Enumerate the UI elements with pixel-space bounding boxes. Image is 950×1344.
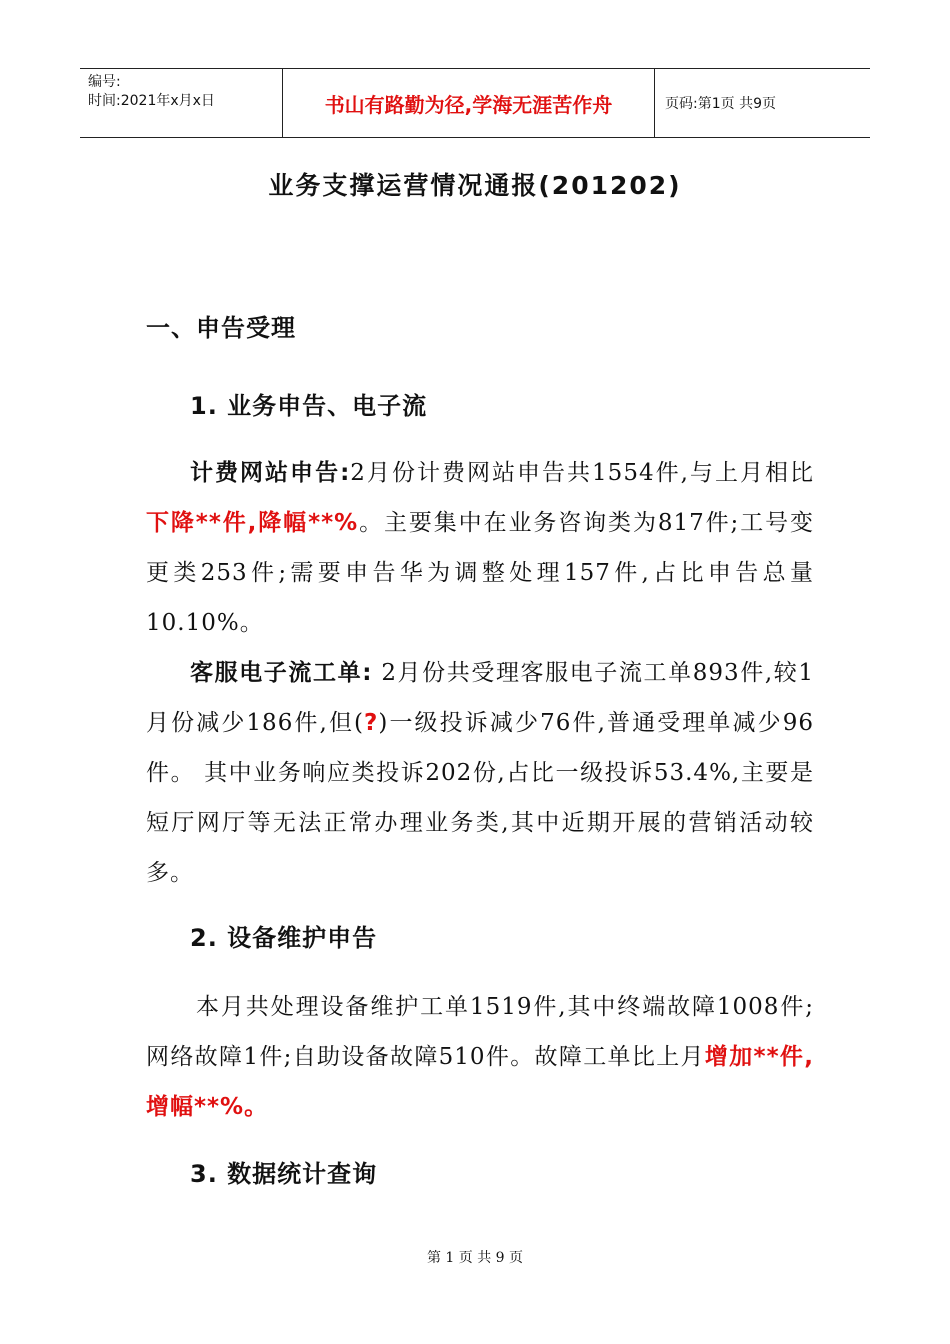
document-header bbox=[80, 68, 870, 138]
paragraph-text: )一级投诉减少76件,普通受理单减少96件。 其中业务响应类投诉202份,占比一级投诉53.4%,主要是短厅网厅等无法正常办理业务类,其中近期开展的营销活动较多。 bbox=[146, 710, 814, 886]
paragraph-lead: 计费网站申告: bbox=[190, 460, 351, 486]
header-meta-cell bbox=[80, 69, 283, 137]
paragraph-text: 2月份计费网站申告共1554件,与上月相比 bbox=[350, 460, 814, 486]
section-heading: 一、申告受理 bbox=[146, 314, 296, 342]
document-title: 业务支撑运营情况通报(201202) bbox=[268, 171, 682, 200]
paragraph-text: 2月份共受理客服电子流工单893件,较1月份减少186件,但( bbox=[146, 660, 814, 736]
highlight-text: 下降**件,降幅**% bbox=[146, 510, 359, 536]
highlight-text: 增加**件,增幅**%。 bbox=[146, 1044, 814, 1120]
paragraph-lead: 客服电子流工单: bbox=[190, 660, 373, 686]
paragraph-service-workorders bbox=[146, 648, 814, 898]
paragraph-text: 本月共处理设备维护工单1519件,其中终端故障1008件;网络故障1件;自助设备故障510件。故障工单比上月 bbox=[146, 994, 814, 1070]
subsection-heading-2: 2. 设备维护申告 bbox=[190, 924, 378, 952]
number-label: 编号: bbox=[88, 74, 121, 90]
subsection-heading-1: 1. 业务申告、电子流 bbox=[190, 392, 428, 420]
header-page-info: 页码:第1页 共9页 bbox=[665, 96, 776, 112]
time-label: 时间:2021年x月x日 bbox=[88, 93, 215, 109]
highlight-text: ? bbox=[364, 710, 379, 736]
page-footer: 第 1 页 共 9 页 bbox=[426, 1250, 524, 1266]
subsection-heading-3: 3. 数据统计查询 bbox=[190, 1160, 378, 1188]
paragraph-billing-site bbox=[146, 448, 814, 648]
paragraph-text: 。主要集中在业务咨询类为817件;工号变更类253件;需要申告华为调整处理157件,占比申告总量10.10%。 bbox=[146, 510, 814, 636]
header-motto: 书山有路勤为径,学海无涯苦作舟 bbox=[283, 69, 655, 137]
paragraph-equipment bbox=[146, 982, 814, 1132]
